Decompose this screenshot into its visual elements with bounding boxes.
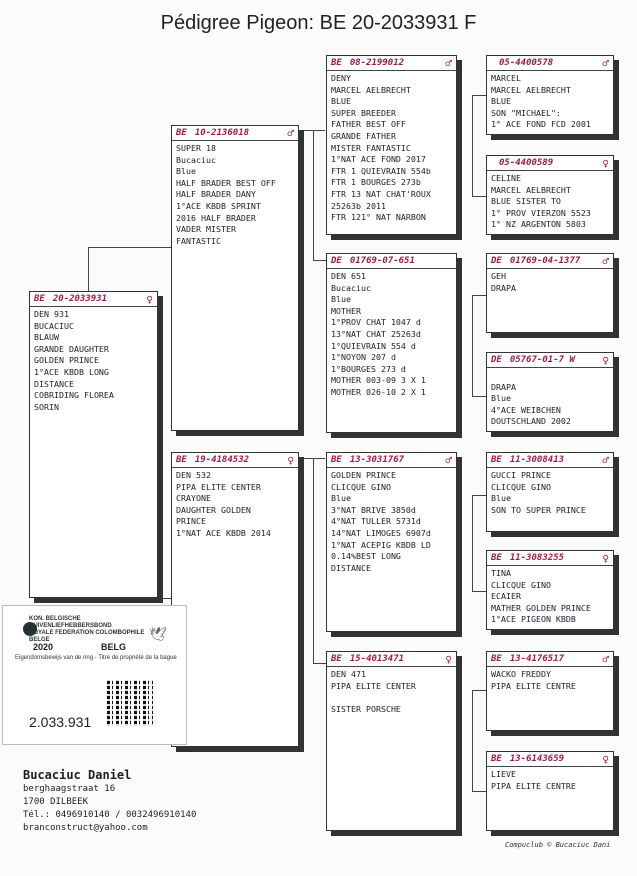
pedigree-line: CELINE — [491, 173, 521, 183]
pedigree-line: 25263b 2011 — [331, 200, 386, 211]
ring-number: 13-3031767 — [349, 455, 405, 466]
pedigree-line: MARCEL — [491, 73, 521, 83]
pedigree-line: 1°QUIEVRAIN 554 d — [331, 340, 416, 351]
pedigree-line: Blue — [331, 294, 351, 305]
card-header — [327, 455, 456, 468]
pedigree-line: GEH — [491, 271, 506, 281]
pedigree-line: COBRIDING FLOREA — [34, 390, 114, 401]
ring-country: BELG — [101, 642, 127, 652]
pedigree-line: TINA — [491, 568, 511, 578]
sex-icon: ♂ — [287, 127, 294, 141]
ring-number: 13-6143659 — [509, 754, 565, 765]
ring-number: 15-4013471 — [349, 654, 405, 665]
page-title: Pédigree Pigeon: BE 20-2033931 F — [160, 12, 477, 34]
sss-card[interactable] — [486, 55, 614, 135]
ring-id — [491, 158, 553, 170]
pedigree-line: BLUE — [331, 96, 351, 107]
connector-sire-sd — [313, 130, 327, 261]
pedigree-line: PRINCE — [176, 516, 206, 527]
pedigree-line: 1°NAT ACEPIG KBDB LD — [331, 539, 431, 550]
pedigree-line: ECAIER — [491, 591, 521, 602]
footer-credit: Compuclub © Bucaciuc Dani — [505, 841, 611, 849]
ring-year: 2020 — [33, 642, 54, 652]
pedigree-line: 1°ACE KBDB LONG — [34, 366, 109, 377]
ring-number: 11-3083255 — [509, 553, 565, 564]
card-header — [327, 654, 456, 667]
pedigree-line: DISTANCE — [34, 378, 74, 389]
country-code: BE — [491, 754, 502, 765]
owner-phone: Tél.: 0496910140 / 0032496910140 — [23, 810, 197, 820]
pedigree-line: 3°NAT BRIVE 3850d — [331, 504, 416, 515]
pedigree-line: FANTASTIC — [176, 235, 221, 246]
pedigree-line: FATHER BEST OFF — [331, 119, 406, 130]
dsd-card[interactable] — [486, 550, 614, 630]
pedigree-line: DRAPA — [491, 381, 516, 392]
pedigree-line: DENY — [331, 73, 351, 83]
country-code: DE — [491, 256, 502, 267]
sex-icon: ♀ — [602, 753, 609, 767]
pedigree-line: Blue — [491, 393, 511, 404]
pedigree-line: MATHER GOLDEN PRINCE — [491, 602, 591, 613]
federation-name-nl: KON. BELGISCHE DUIVENLIEFHEBBERSBOND — [29, 616, 112, 629]
pedigree-line: DOUTSCHLAND 2002 — [491, 416, 571, 427]
ring-id — [491, 654, 564, 666]
ring-number: 10-2136018 — [194, 128, 250, 139]
dd-card[interactable] — [326, 651, 457, 831]
federation-name-fr: ROYALE FEDERATION COLOMBOPHILE BELGE — [29, 630, 145, 643]
card-header — [327, 58, 456, 71]
connector-subject-sire — [88, 247, 173, 292]
ring-id — [491, 754, 564, 766]
ring-id — [176, 455, 249, 467]
ring-number: 08-2199012 — [349, 58, 405, 69]
pedigree-line — [491, 370, 609, 382]
pedigree-line: 13°NAT CHAT 25263d — [331, 328, 421, 339]
country-code: DE — [491, 355, 502, 366]
pedigree-line: DEN 471 — [331, 669, 366, 679]
ring-number: 01769-04-1377 — [509, 256, 581, 267]
pedigree-line: CLICQUE GINO — [491, 579, 551, 590]
country-code: BE — [491, 455, 502, 466]
pigeon-icon: 🕊 — [149, 626, 167, 642]
ring-number: 20-2033931 — [52, 294, 108, 305]
pedigree-line: 4°ACE WEIBCHEN — [491, 404, 561, 415]
ring-number: 19-4184532 — [194, 455, 250, 466]
pedigree-line: FTR 121° NAT NARBON — [331, 212, 426, 223]
sex-icon: ♀ — [602, 354, 609, 368]
pedigree-line: GRANDE FATHER — [331, 130, 396, 141]
dds-card[interactable] — [486, 651, 614, 731]
country-code: BE — [176, 455, 187, 466]
dss-card[interactable] — [486, 452, 614, 532]
pedigree-line: BUCACIUC — [34, 320, 74, 331]
sire-card[interactable] — [171, 125, 299, 431]
ring-number: 2.033.931 — [29, 714, 92, 730]
ring-id — [491, 355, 575, 367]
sex-icon: ♀ — [146, 293, 153, 307]
sd-card[interactable] — [326, 253, 457, 433]
connector-dam-dd — [313, 458, 327, 664]
pedigree-line: 2016 HALF BRADER — [176, 212, 256, 223]
pedigree-line: FTR 13 NAT CHAT'ROUX — [331, 188, 431, 199]
connector-ds-kids — [472, 495, 487, 592]
pedigree-line: 1° ACE FOND FCD 2001 — [491, 119, 591, 130]
card-header — [172, 128, 298, 141]
ring-property-card — [2, 605, 187, 745]
pedigree-line: PIPA ELITE CENTRE — [491, 780, 576, 791]
pedigree-line: DEN 532 — [176, 470, 211, 480]
pedigree-line: DRAPA — [491, 282, 516, 293]
ssd-card[interactable] — [486, 155, 614, 235]
owner-street: berghaagstraat 16 — [23, 784, 116, 794]
country-code: BE — [331, 654, 342, 665]
pedigree-line: 0.14%BEST LONG — [331, 551, 401, 562]
pedigree-line: DAUGHTER GOLDEN — [176, 504, 251, 515]
card-header — [172, 455, 298, 468]
ring-id — [331, 654, 404, 666]
pedigree-line: BLUE SISTER TO — [491, 196, 561, 207]
country-code: BE — [331, 455, 342, 466]
pedigree-line: MOTHER — [331, 305, 361, 316]
ring-id — [491, 455, 564, 467]
sex-icon: ♀ — [602, 157, 609, 171]
pedigree-line: MOTHER 026-10 2 X 1 — [331, 386, 426, 397]
pedigree-line: VADER MISTER — [176, 224, 236, 235]
card-header — [30, 294, 157, 307]
pedigree-line: MARCEL AELBRECHT — [331, 84, 411, 95]
ring-number: 05-4400589 — [499, 158, 554, 169]
pedigree-line: 1°NAT ACE KBDB 2014 — [176, 527, 271, 538]
sex-icon: ♂ — [602, 653, 609, 667]
sdd-card[interactable] — [486, 352, 614, 432]
federation-name — [29, 616, 159, 644]
ring-id — [331, 455, 404, 467]
pedigree-line: Blue — [331, 493, 351, 504]
pedigree-line: 1°ACE KBDB SPRINT — [176, 200, 261, 211]
card-header — [487, 654, 613, 667]
owner-city: 1700 DILBEEK — [23, 797, 89, 807]
sex-icon: ♂ — [445, 454, 452, 468]
card-header — [487, 158, 613, 171]
ds-card[interactable] — [326, 452, 457, 632]
pedigree-line: CLICQUE GINO — [331, 481, 391, 492]
card-header — [487, 256, 613, 269]
pedigree-line: GOLDEN PRINCE — [331, 470, 396, 480]
ring-number: 13-4176517 — [509, 654, 565, 665]
pedigree-line — [331, 692, 452, 704]
pedigree-line: BLAUW — [34, 332, 59, 343]
sex-icon: ♂ — [445, 57, 452, 71]
card-header — [327, 256, 456, 269]
pedigree-line: PIPA ELITE CENTER — [331, 680, 416, 691]
country-code: DE — [331, 256, 342, 267]
pedigree-line: GRANDE DAUGHTER — [34, 343, 109, 354]
connector-sd-kids — [472, 295, 487, 397]
property-text: Eigendomsbewijs van de ring - Titre de propriété de la bague — [15, 655, 177, 661]
country-code: BE — [176, 128, 187, 139]
card-header — [487, 754, 613, 767]
owner-block — [23, 767, 196, 835]
pedigree-line: Bucaciuc — [331, 282, 371, 293]
connector-subject-dam — [88, 598, 173, 599]
ring-id — [331, 58, 404, 70]
country-code: BE — [491, 553, 502, 564]
pedigree-line: MARCEL AELBRECHT — [491, 184, 571, 195]
ddd-card[interactable] — [486, 751, 614, 831]
ring-id — [331, 256, 415, 268]
connector-dd-kids — [472, 690, 487, 792]
pedigree-line: HALF BRADER BEST OFF — [176, 177, 276, 188]
pedigree-line: LIEVE — [491, 769, 516, 779]
ring-id — [176, 128, 249, 140]
ring-number: 11-3008413 — [509, 455, 565, 466]
ring-number: 01769-07-651 — [349, 256, 415, 267]
pedigree-line: SON "MICHAEL": — [491, 107, 561, 118]
sex-icon: ♀ — [602, 552, 609, 566]
subject-card[interactable] — [29, 291, 158, 598]
card-header — [487, 355, 613, 368]
owner-email[interactable]: branconstruct@yahoo.com — [23, 823, 148, 833]
pedigree-line: DEN 931 — [34, 309, 69, 319]
ring-id — [491, 58, 553, 70]
ring-id — [491, 256, 580, 268]
pedigree-line: GOLDEN PRINCE — [34, 355, 99, 366]
sex-icon: ♀ — [287, 454, 294, 468]
country-code: BE — [34, 294, 45, 305]
pedigree-line: 1° PROV VIERZON 5523 — [491, 207, 591, 218]
pedigree-line: SORIN — [34, 401, 59, 412]
qr-code-icon — [107, 680, 153, 726]
sds-card[interactable] — [486, 253, 614, 333]
pedigree-line: 1° NZ ARGENTON 5803 — [491, 219, 586, 230]
owner-name: Bucaciuc Daniel — [23, 768, 132, 782]
pedigree-line: MISTER FANTASTIC — [331, 142, 411, 153]
pedigree-line: FTR 1 BOURGES 273b — [331, 177, 421, 188]
card-header — [487, 455, 613, 468]
ring-number: 05767-01-7 W — [509, 355, 575, 366]
pedigree-line: PIPA ELITE CENTER — [176, 481, 261, 492]
pedigree-line: SISTER PORSCHE — [331, 703, 401, 714]
pedigree-line: 1°BOURGES 273 d — [331, 363, 406, 374]
pedigree-line: 14°NAT LIMOGES 6907d — [331, 527, 431, 538]
pedigree-line: MOTHER 003-09 3 X 1 — [331, 375, 426, 386]
pedigree-line: CLICQUE GINO — [491, 481, 551, 492]
pedigree-line: 1°ACE PIGEON KBDB — [491, 614, 576, 625]
pedigree-line: SUPER BREEDER — [331, 107, 396, 118]
sex-icon: ♀ — [445, 653, 452, 667]
ss-card[interactable] — [326, 55, 457, 235]
pedigree-line: WACKO FREDDY — [491, 669, 551, 679]
country-code: BE — [331, 58, 342, 69]
pedigree-line: BLUE — [491, 96, 511, 107]
ring-id — [491, 553, 564, 565]
pedigree-line: 1°NAT ACE FOND 2017 — [331, 154, 426, 165]
pedigree-line: PIPA ELITE CENTRE — [491, 680, 576, 691]
pedigree-line: 1°NOYON 207 d — [331, 352, 396, 363]
pedigree-line: SON TO SUPER PRINCE — [491, 504, 586, 515]
card-header — [487, 553, 613, 566]
card-header — [487, 58, 613, 71]
pedigree-line: CRAYONE — [176, 493, 211, 504]
sex-icon: ♂ — [602, 454, 609, 468]
pedigree-line: FTR 1 QUIEVRAIN 554b — [331, 165, 431, 176]
pedigree-line: Blue — [176, 166, 196, 177]
country-code: BE — [491, 654, 502, 665]
dam-card[interactable] — [171, 452, 299, 747]
ring-id — [34, 294, 107, 306]
pedigree-line: 4°NAT TULLER 5731d — [331, 516, 421, 527]
ring-number: 05-4400578 — [499, 58, 554, 69]
sex-icon: ♂ — [602, 255, 609, 269]
pedigree-line: DEN 651 — [331, 271, 366, 281]
pedigree-line: HALF BRADER DANY — [176, 189, 256, 200]
pedigree-line: Blue — [491, 493, 511, 504]
pedigree-line: DISTANCE — [331, 562, 371, 573]
pedigree-line: GUCCI PRINCE — [491, 470, 551, 480]
pedigree-line: 1°PROV CHAT 1047 d — [331, 317, 421, 328]
pedigree-line: SUPER 18 — [176, 143, 216, 153]
sex-icon: ♂ — [602, 57, 609, 71]
pedigree-line: Bucaciuc — [176, 154, 216, 165]
pedigree-line: MARCEL AELBRECHT — [491, 84, 571, 95]
